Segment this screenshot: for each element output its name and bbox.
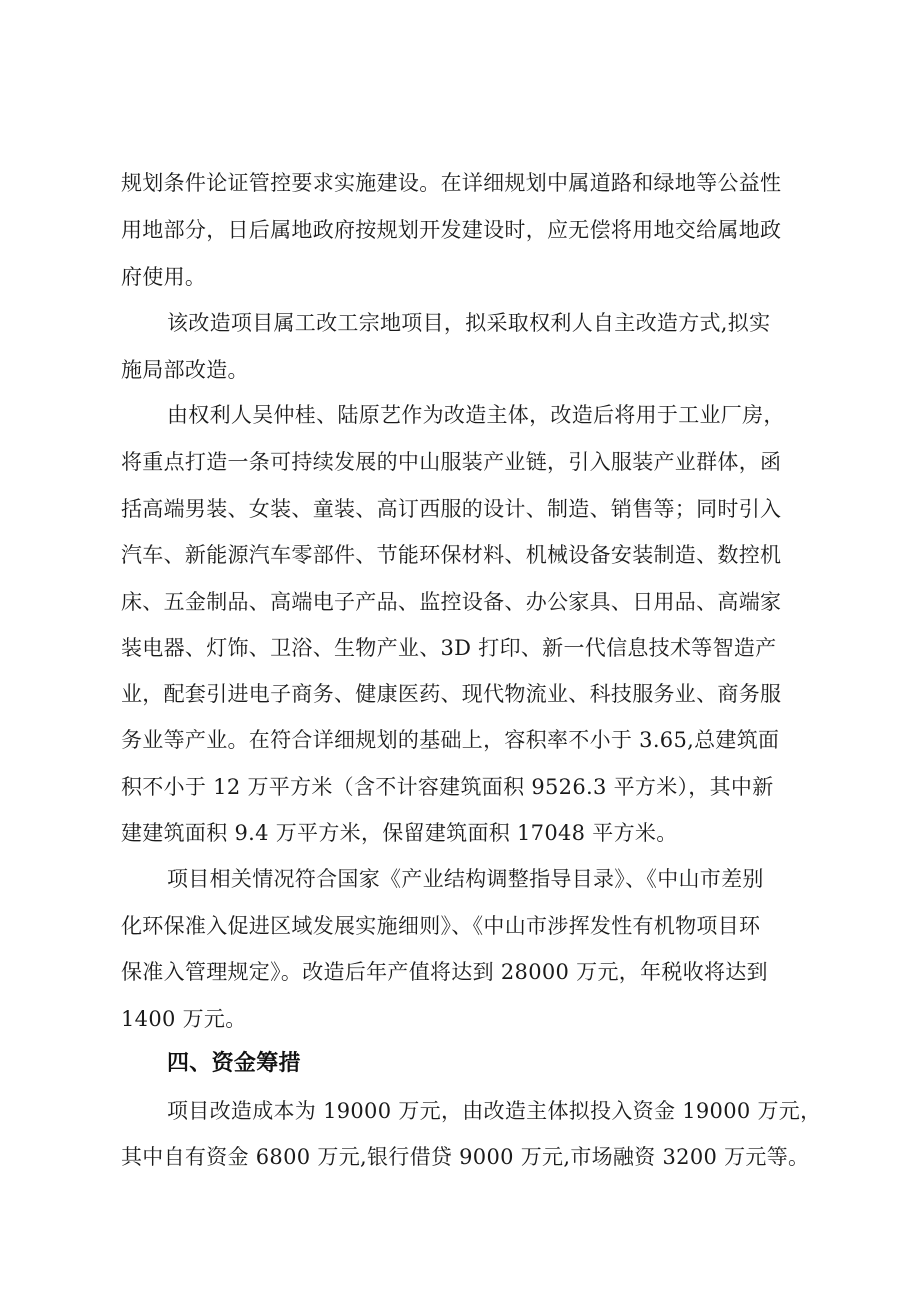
paragraph-2-line-1: 该改造项目属工改工宗地项目，拟采取权利人自主改造方式,拟实 <box>167 311 771 335</box>
paragraph-3-line-8: 务业等产业。在符合详细规划的基础上，容积率不小于 3.65,总建筑面 <box>121 728 780 752</box>
paragraph-2-line-2: 施局部改造。 <box>121 358 249 382</box>
paragraph-3-line-10: 建建筑面积 9.4 万平方米，保留建筑面积 17048 平方米。 <box>121 821 678 845</box>
paragraph-1-line-3: 府使用。 <box>121 265 207 289</box>
paragraph-3-line-6: 装电器、灯饰、卫浴、生物产业、3D 打印、新一代信息技术等智造产 <box>121 636 777 660</box>
paragraph-1-line-2: 用地部分，日后属地政府按规划开发建设时，应无偿将用地交给属地政 <box>121 218 782 242</box>
paragraph-4-line-2: 化环保准入促进区域发展实施细则》、《中山市涉挥发性有机物项目环 <box>121 914 761 938</box>
paragraph-3-line-7: 业，配套引进电子商务、健康医药、现代物流业、科技服务业、商务服 <box>121 682 782 706</box>
paragraph-3-line-9: 积不小于 12 万平方米（含不计容建筑面积 9526.3 平方米），其中新 <box>121 775 774 799</box>
paragraph-4-line-1: 项目相关情况符合国家《产业结构调整指导目录》、《中山市差别 <box>167 867 764 891</box>
funding-paragraph-line-1: 项目改造成本为 19000 万元，由改造主体拟投入资金 19000 万元， <box>167 1099 822 1123</box>
paragraph-4-line-3: 保准入管理规定》。改造后年产值将达到 28000 万元，年税收将达到 <box>121 960 768 984</box>
paragraph-3-line-4: 汽车、新能源汽车零部件、节能环保材料、机械设备安装制造、数控机 <box>121 543 782 567</box>
paragraph-1-line-1: 规划条件论证管控要求实施建设。在详细规划中属道路和绿地等公益性 <box>121 171 782 195</box>
section-heading: 四、资金筹措 <box>167 1051 301 1076</box>
paragraph-3-line-5: 床、五金制品、高端电子产品、监控设备、办公家具、日用品、高端家 <box>121 590 782 614</box>
paragraph-3-line-3: 括高端男装、女装、童装、高订西服的设计、制造、销售等；同时引入 <box>121 497 782 521</box>
paragraph-3-line-2: 将重点打造一条可持续发展的中山服装产业链，引入服装产业群体，函 <box>121 450 782 474</box>
paragraph-4-line-4: 1400 万元。 <box>121 1007 247 1031</box>
paragraph-3-line-1: 由权利人吴仲桂、陆原艺作为改造主体，改造后将用于工业厂房， <box>167 403 785 427</box>
funding-paragraph-line-2: 其中自有资金 6800 万元,银行借贷 9000 万元,市场融资 3200 万元等。 <box>121 1145 810 1169</box>
